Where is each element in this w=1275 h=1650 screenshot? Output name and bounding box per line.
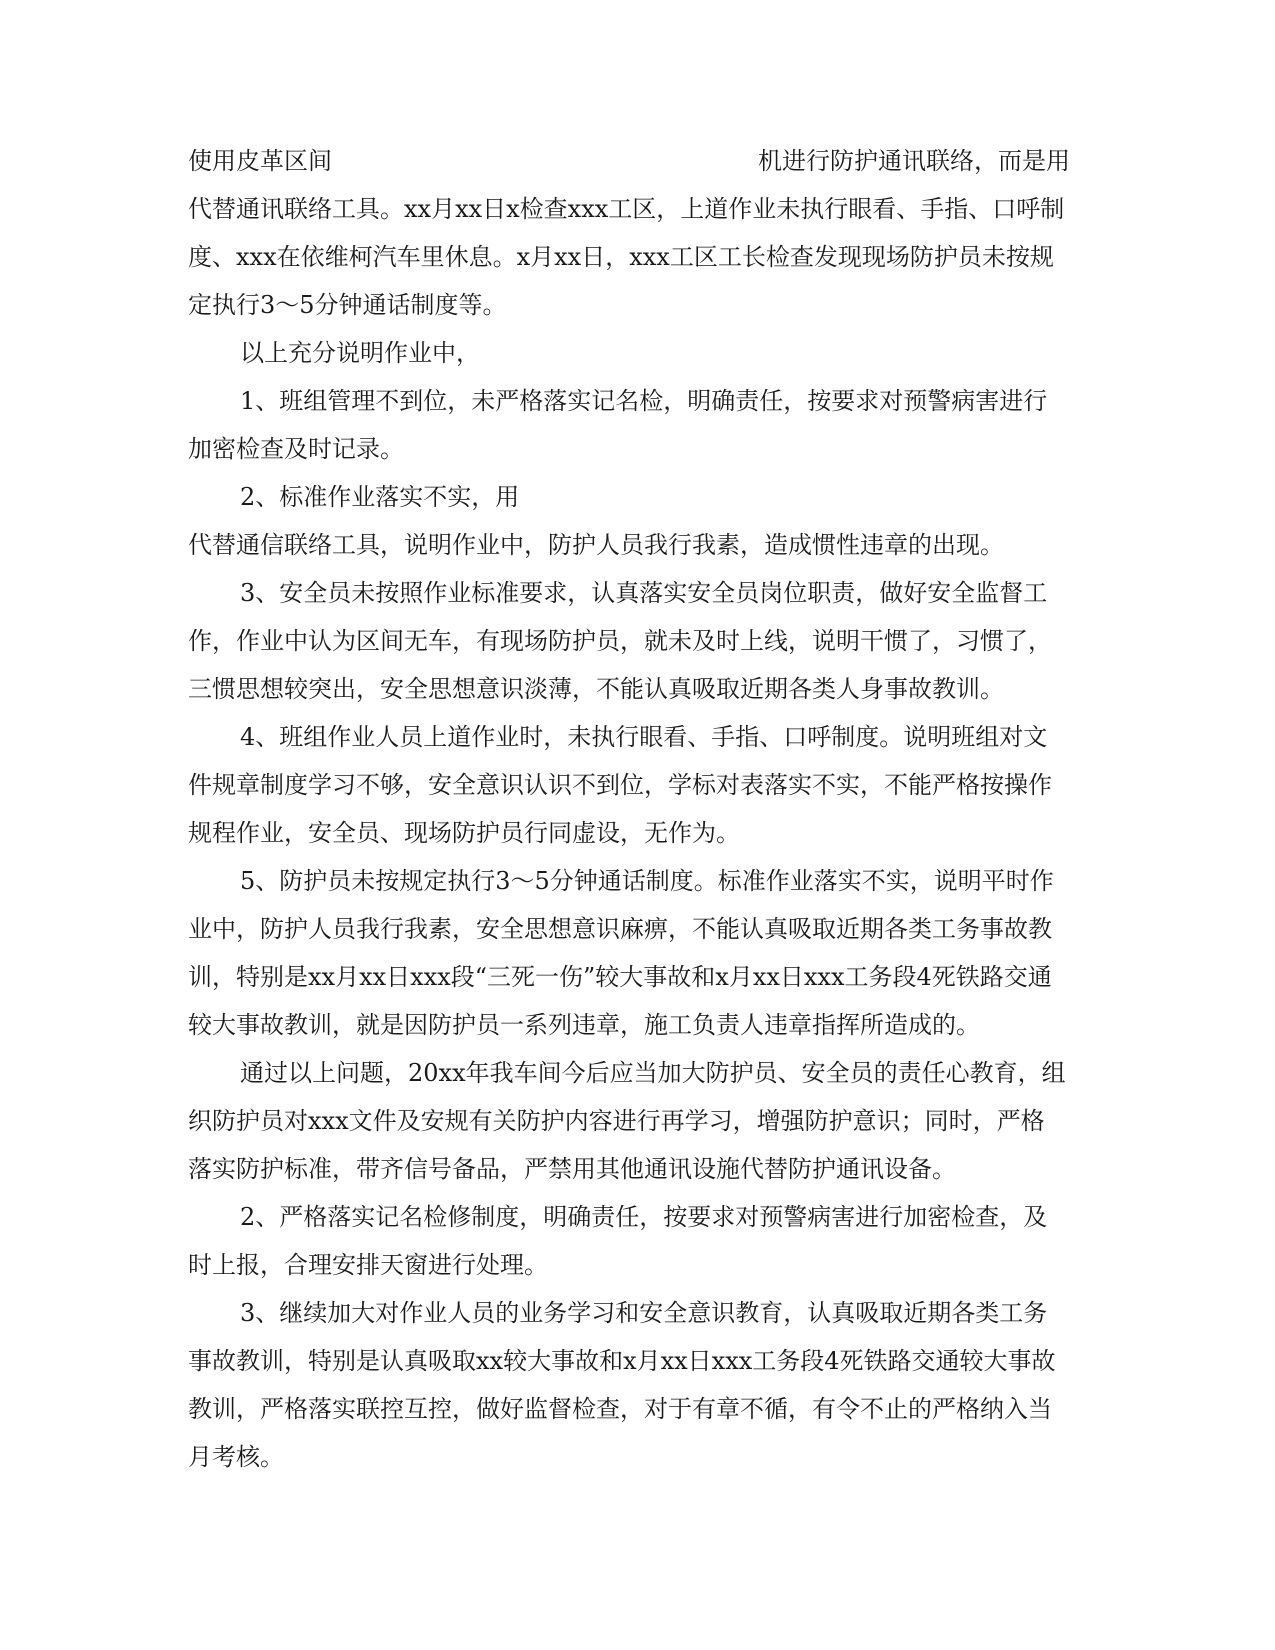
text-line: 度、xxx在依维柯汽车里休息。x月xx日，xxx工区工长检查发现现场防护员未按规 <box>188 243 1054 271</box>
text-line <box>188 137 1088 185</box>
paragraph-first-line: 以上充分说明作业中， <box>240 339 480 367</box>
paragraph-first-line: 4、班组作业人员上道作业时，未执行眼看、手指、口呼制度。说明班组对文 <box>240 723 1048 751</box>
paragraph-first-line: 2、标准作业落实不实，用 <box>240 483 520 511</box>
text-line: 事故教训，特别是认真吸取xx较大事故和x月xx日xxx工务段4死铁路交通较大事故 <box>188 1347 1056 1375</box>
text-line: 业中，防护人员我行我素，安全思想意识麻痹，不能认真吸取近期各类工务事故教 <box>188 915 1052 943</box>
document-body <box>188 137 1088 1481</box>
text-line: 较大事故教训，就是因防护员一系列违章，施工负责人违章指挥所造成的。 <box>188 1011 980 1039</box>
text-line: 落实防护标准，带齐信号备品，严禁用其他通讯设施代替防护通讯设备。 <box>188 1155 956 1183</box>
text-line: 代替通讯联络工具。xx月xx日x检查xxx工区，上道作业未执行眼看、手指、口呼制 <box>188 195 1065 223</box>
text-line: 作，作业中认为区间无车，有现场防护员，就未及时上线，说明干惯了，习惯了， <box>188 627 1052 655</box>
text-line: 月考核。 <box>188 1443 284 1471</box>
text-line: 规程作业，安全员、现场防护员行同虚设，无作为。 <box>188 819 740 847</box>
text-line: 织防护员对xxx文件及安规有关防护内容进行再学习，增强防护意识；同时，严格 <box>188 1107 1045 1135</box>
text-line: 时上报，合理安排天窗进行处理。 <box>188 1251 548 1279</box>
paragraph-first-line: 3、继续加大对作业人员的业务学习和安全意识教育，认真吸取近期各类工务 <box>240 1299 1048 1327</box>
text-line: 件规章制度学习不够，安全意识认识不到位，学标对表落实不实，不能严格按操作 <box>188 771 1052 799</box>
text-line: 三惯思想较突出，安全思想意识淡薄，不能认真吸取近期各类人身事故教训。 <box>188 675 1004 703</box>
text-line: 教训，严格落实联控互控，做好监督检查，对于有章不循，有令不止的严格纳入当 <box>188 1395 1052 1423</box>
text-line: 定执行3～5分钟通话制度等。 <box>188 291 507 319</box>
text-line: 代替通信联络工具，说明作业中，防护人员我行我素，造成惯性违章的出现。 <box>188 531 1004 559</box>
paragraph-first-line: 通过以上问题，20xx年我车间今后应当加大防护员、安全员的责任心教育，组 <box>240 1059 1066 1087</box>
text-line: 加密检查及时记录。 <box>188 435 404 463</box>
text-segment-right: 机进行防护通讯联络，而是用 <box>758 147 1070 175</box>
paragraph-first-line: 2、严格落实记名检修制度，明确责任，按要求对预警病害进行加密检查，及 <box>240 1203 1048 1231</box>
paragraph-first-line: 3、安全员未按照作业标准要求，认真落实安全员岗位职责，做好安全监督工 <box>240 579 1048 607</box>
paragraph-first-line: 5、防护员未按规定执行3～5分钟通话制度。标准作业落实不实，说明平时作 <box>240 867 1054 895</box>
text-line: 训，特别是xx月xx日xxx段“三死一伤”较大事故和x月xx日xxx工务段4死铁路交通 <box>188 963 1052 991</box>
text-segment-left: 使用皮革区间 <box>188 147 332 175</box>
paragraph-first-line: 1、班组管理不到位，未严格落实记名检，明确责任，按要求对预警病害进行 <box>240 387 1048 415</box>
